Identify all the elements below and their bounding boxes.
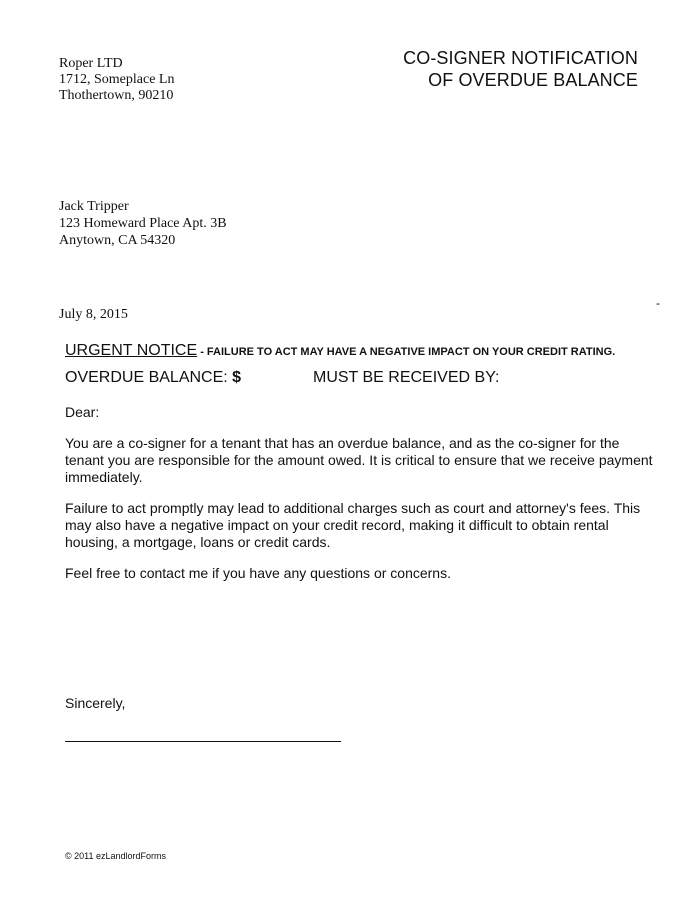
body-paragraph-2: Failure to act promptly may lead to additional charges such as court and attorney's fees. This may also have a negative impact on your credit record, making it difficult to obtain rental housing, a mortgage, loans or credit cards. xyxy=(65,500,641,550)
copyright-footer: © 2011 ezLandlordForms xyxy=(65,851,167,861)
margin-mark: - xyxy=(656,296,660,310)
sender-address xyxy=(59,56,174,104)
title-line1: CO-SIGNER NOTIFICATION xyxy=(403,48,638,68)
title-line2: OF OVERDUE BALANCE xyxy=(428,70,638,90)
recipient-address-line2: Anytown, CA 54320 xyxy=(59,233,176,248)
letter-date: July 8, 2015 xyxy=(59,307,128,322)
currency-symbol: $ xyxy=(232,369,242,386)
document-title xyxy=(403,47,638,91)
urgent-notice-subtext: - FAILURE TO ACT MAY HAVE A NEGATIVE IMPACT ON YOUR CREDIT RATING. xyxy=(197,346,616,358)
closing: Sincerely, xyxy=(65,695,126,711)
signature-line xyxy=(65,741,341,742)
recipient-address-line1: 123 Homeward Place Apt. 3B xyxy=(59,216,227,231)
recipient-address xyxy=(59,198,227,249)
urgent-notice xyxy=(65,342,615,360)
recipient-name: Jack Tripper xyxy=(59,199,129,214)
sender-name: Roper LTD xyxy=(59,56,123,71)
overdue-balance-label: OVERDUE BALANCE: xyxy=(65,369,233,386)
must-be-received-by: MUST BE RECEIVED BY: xyxy=(313,369,500,386)
body-paragraph-1: You are a co-signer for a tenant that has an overdue balance, and as the co-signer for the tenant you are responsible for the amount owed. It is critical to ensure that we receive payment immediately. xyxy=(65,435,653,485)
overdue-balance xyxy=(65,369,241,387)
letter-body xyxy=(65,404,655,596)
body-paragraph-3: Feel free to contact me if you have any questions or concerns. xyxy=(65,565,451,581)
urgent-notice-label: URGENT NOTICE xyxy=(65,342,198,359)
sender-address-line1: 1712, Someplace Ln xyxy=(59,72,175,87)
sender-address-line2: Thothertown, 90210 xyxy=(59,88,174,103)
salutation: Dear: xyxy=(65,404,100,420)
